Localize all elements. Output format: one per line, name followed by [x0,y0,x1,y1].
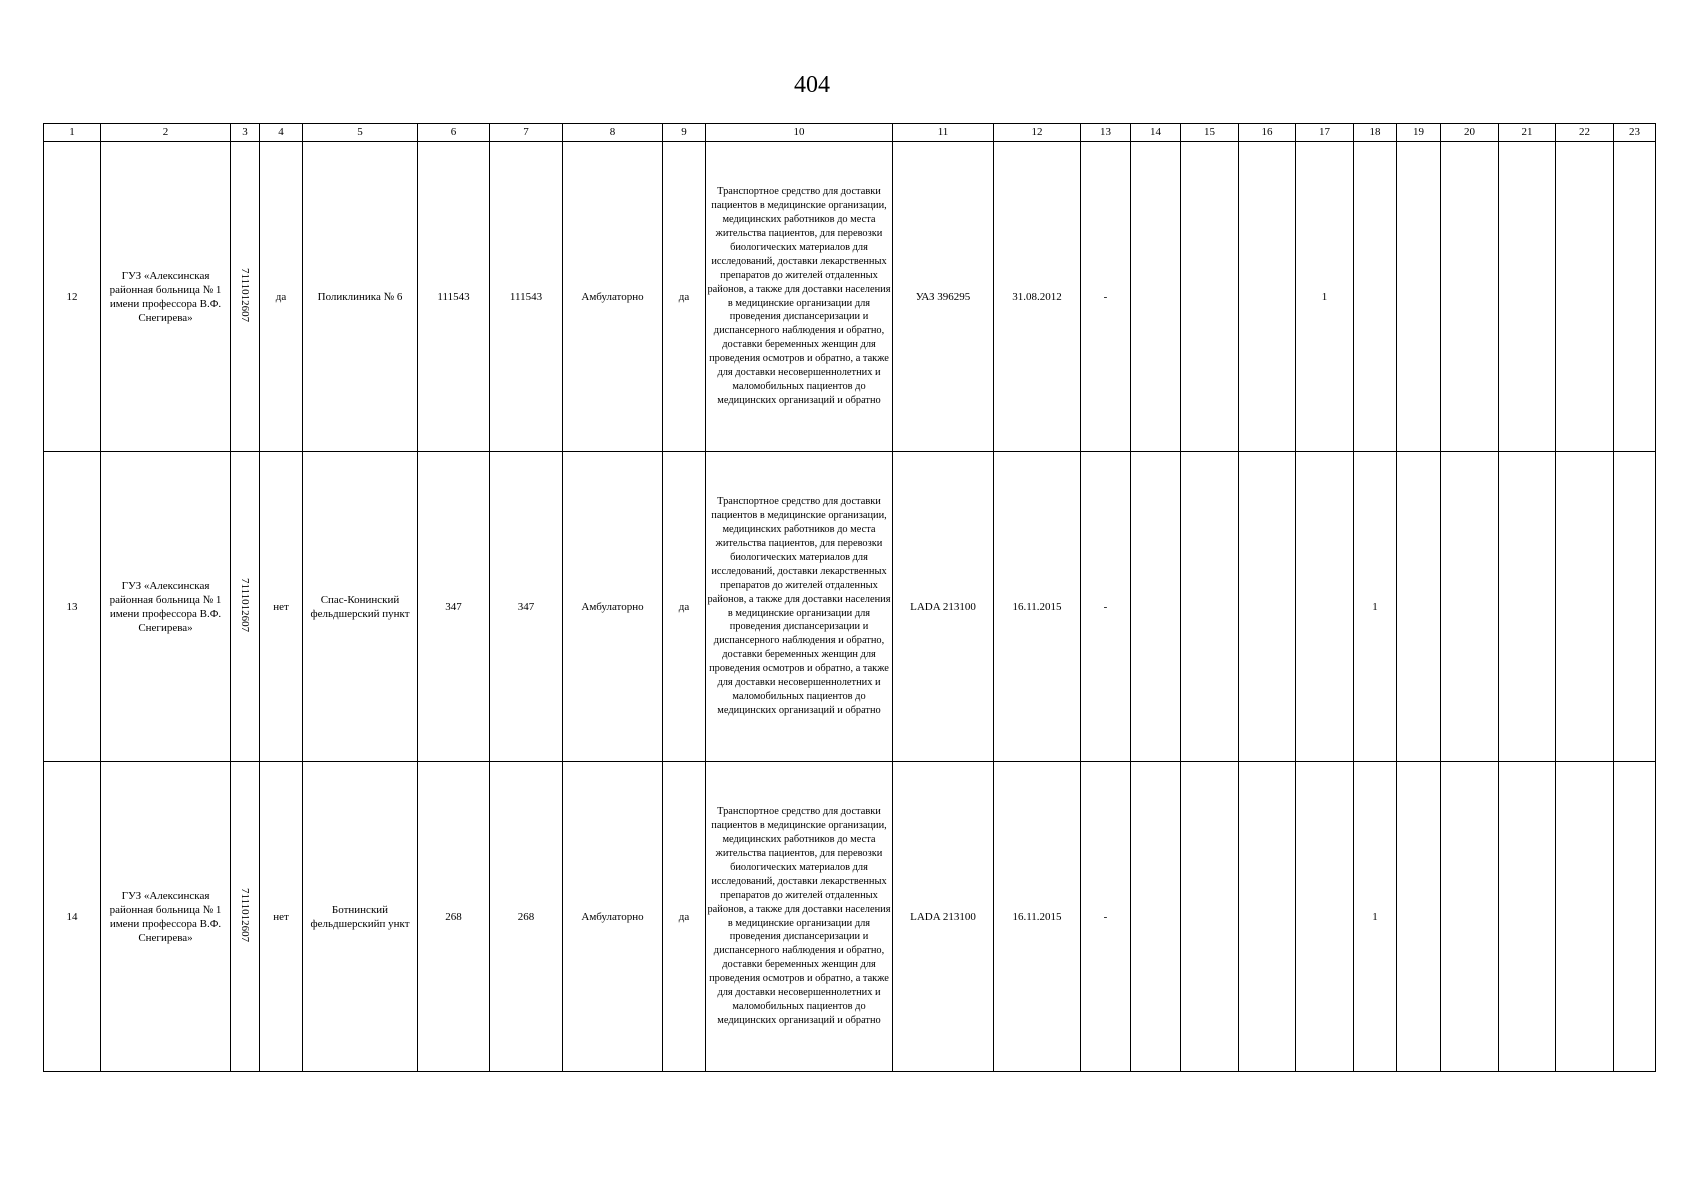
data-cell [1614,142,1656,452]
column-header: 18 [1354,124,1397,142]
column-header: 22 [1556,124,1614,142]
data-cell [1239,452,1296,762]
vehicle-model-cell: LADA 213100 [893,762,994,1072]
vehicle-registry-table [43,123,1656,1072]
column-header: 9 [663,124,706,142]
population-cell: 347 [490,452,563,762]
purpose-cell: Транспортное средство для доставки пациентов в медицинские организации, медицинских работников до места жительства пациентов, для перевозки биологических материалов для исследований, доставки лекарственных препаратов до жителей отдаленных районов, а также для доставки населения в медицинские организации для проведения диспансеризации и диспансерного наблюдения и обратно, доставки беременных женщин для проведения осмотров и обратно, а также для доставки несовершеннолетних и маломобильных пациентов до медицинских организаций и обратно [706,142,893,452]
column-header: 13 [1081,124,1131,142]
care-type-cell: Амбулаторно [563,142,663,452]
data-cell [1499,762,1556,1072]
data-cell [1614,452,1656,762]
column-header: 5 [303,124,418,142]
column-header: 20 [1441,124,1499,142]
data-cell [1556,142,1614,452]
column-header: 6 [418,124,490,142]
column-number-row [44,124,1656,142]
data-cell [1397,452,1441,762]
table-row [44,452,1656,762]
population-cell: 111543 [490,142,563,452]
column-header: 3 [231,124,260,142]
page-number: 404 [794,72,830,98]
care-type-cell: Амбулаторно [563,452,663,762]
data-cell [1499,452,1556,762]
care-type-cell: Амбулаторно [563,762,663,1072]
column-header: 21 [1499,124,1556,142]
date-cell: 16.11.2015 [994,452,1081,762]
column-header: 11 [893,124,994,142]
data-cell [1499,142,1556,452]
data-cell [1181,452,1239,762]
column-header: 4 [260,124,303,142]
data-cell: - [1081,452,1131,762]
column-header: 14 [1131,124,1181,142]
purpose-cell: Транспортное средство для доставки пациентов в медицинские организации, медицинских работников до места жительства пациентов, для перевозки биологических материалов для исследований, доставки лекарственных препаратов до жителей отдаленных районов, а также для доставки населения в медицинские организации для проведения диспансеризации и диспансерного наблюдения и обратно, доставки беременных женщин для проведения осмотров и обратно, а также для доставки несовершеннолетних и маломобильных пациентов до медицинских организаций и обратно [706,452,893,762]
inn-cell [231,452,260,762]
data-cell [1614,762,1656,1072]
row-number-cell: 12 [44,142,101,452]
date-cell: 31.08.2012 [994,142,1081,452]
data-cell [1239,142,1296,452]
data-cell [1131,452,1181,762]
column-header: 7 [490,124,563,142]
organization-cell: ГУЗ «Алексинская районная больница № 1 имени профессора В.Ф. Снегирева» [101,762,231,1072]
population-cell: 347 [418,452,490,762]
flag-cell: да [663,762,706,1072]
column-header: 12 [994,124,1081,142]
data-cell [1397,142,1441,452]
data-cell [1296,452,1354,762]
population-cell: 268 [418,762,490,1072]
data-cell [1556,762,1614,1072]
row-number-cell: 13 [44,452,101,762]
vehicle-model-cell: LADA 213100 [893,452,994,762]
flag-cell: да [663,452,706,762]
data-cell [1131,142,1181,452]
data-cell [1181,142,1239,452]
inn-cell [231,142,260,452]
flag-cell: да [663,142,706,452]
row-number-cell: 14 [44,762,101,1072]
data-cell [1441,762,1499,1072]
data-cell [1354,142,1397,452]
data-cell: - [1081,142,1131,452]
data-cell: 1 [1354,762,1397,1072]
data-cell [1296,762,1354,1072]
table-row [44,762,1656,1072]
vehicle-model-cell: УАЗ 396295 [893,142,994,452]
column-header: 23 [1614,124,1656,142]
data-cell: - [1081,762,1131,1072]
column-header: 8 [563,124,663,142]
facility-cell: Спас-Конинский фельдшерский пункт [303,452,418,762]
data-cell [1239,762,1296,1072]
data-cell [1441,142,1499,452]
population-cell: 111543 [418,142,490,452]
column-header: 2 [101,124,231,142]
data-cell [1181,762,1239,1072]
facility-cell: Ботнинский фельдшерскийп ункт [303,762,418,1072]
column-header: 17 [1296,124,1354,142]
organization-cell: ГУЗ «Алексинская районная больница № 1 имени профессора В.Ф. Снегирева» [101,142,231,452]
column-header: 15 [1181,124,1239,142]
flag-cell: нет [260,762,303,1072]
data-cell [1441,452,1499,762]
data-cell [1131,762,1181,1072]
inn-cell [231,762,260,1072]
facility-cell: Поликлиника № 6 [303,142,418,452]
inn-value: 7111012607 [239,887,251,943]
column-header: 10 [706,124,893,142]
column-header: 16 [1239,124,1296,142]
inn-value: 7111012607 [239,577,251,633]
organization-cell: ГУЗ «Алексинская районная больница № 1 имени профессора В.Ф. Снегирева» [101,452,231,762]
column-header: 19 [1397,124,1441,142]
population-cell: 268 [490,762,563,1072]
column-header: 1 [44,124,101,142]
data-cell [1397,762,1441,1072]
data-cell [1556,452,1614,762]
date-cell: 16.11.2015 [994,762,1081,1072]
table-row [44,142,1656,452]
data-cell: 1 [1354,452,1397,762]
inn-value: 7111012607 [239,267,251,323]
flag-cell: да [260,142,303,452]
purpose-cell: Транспортное средство для доставки пациентов в медицинские организации, медицинских работников до места жительства пациентов, для перевозки биологических материалов для исследований, доставки лекарственных препаратов до жителей отдаленных районов, а также для доставки населения в медицинские организации для проведения диспансеризации и диспансерного наблюдения и обратно, доставки беременных женщин для проведения осмотров и обратно, а также для доставки несовершеннолетних и маломобильных пациентов до медицинских организаций и обратно [706,762,893,1072]
data-cell: 1 [1296,142,1354,452]
flag-cell: нет [260,452,303,762]
